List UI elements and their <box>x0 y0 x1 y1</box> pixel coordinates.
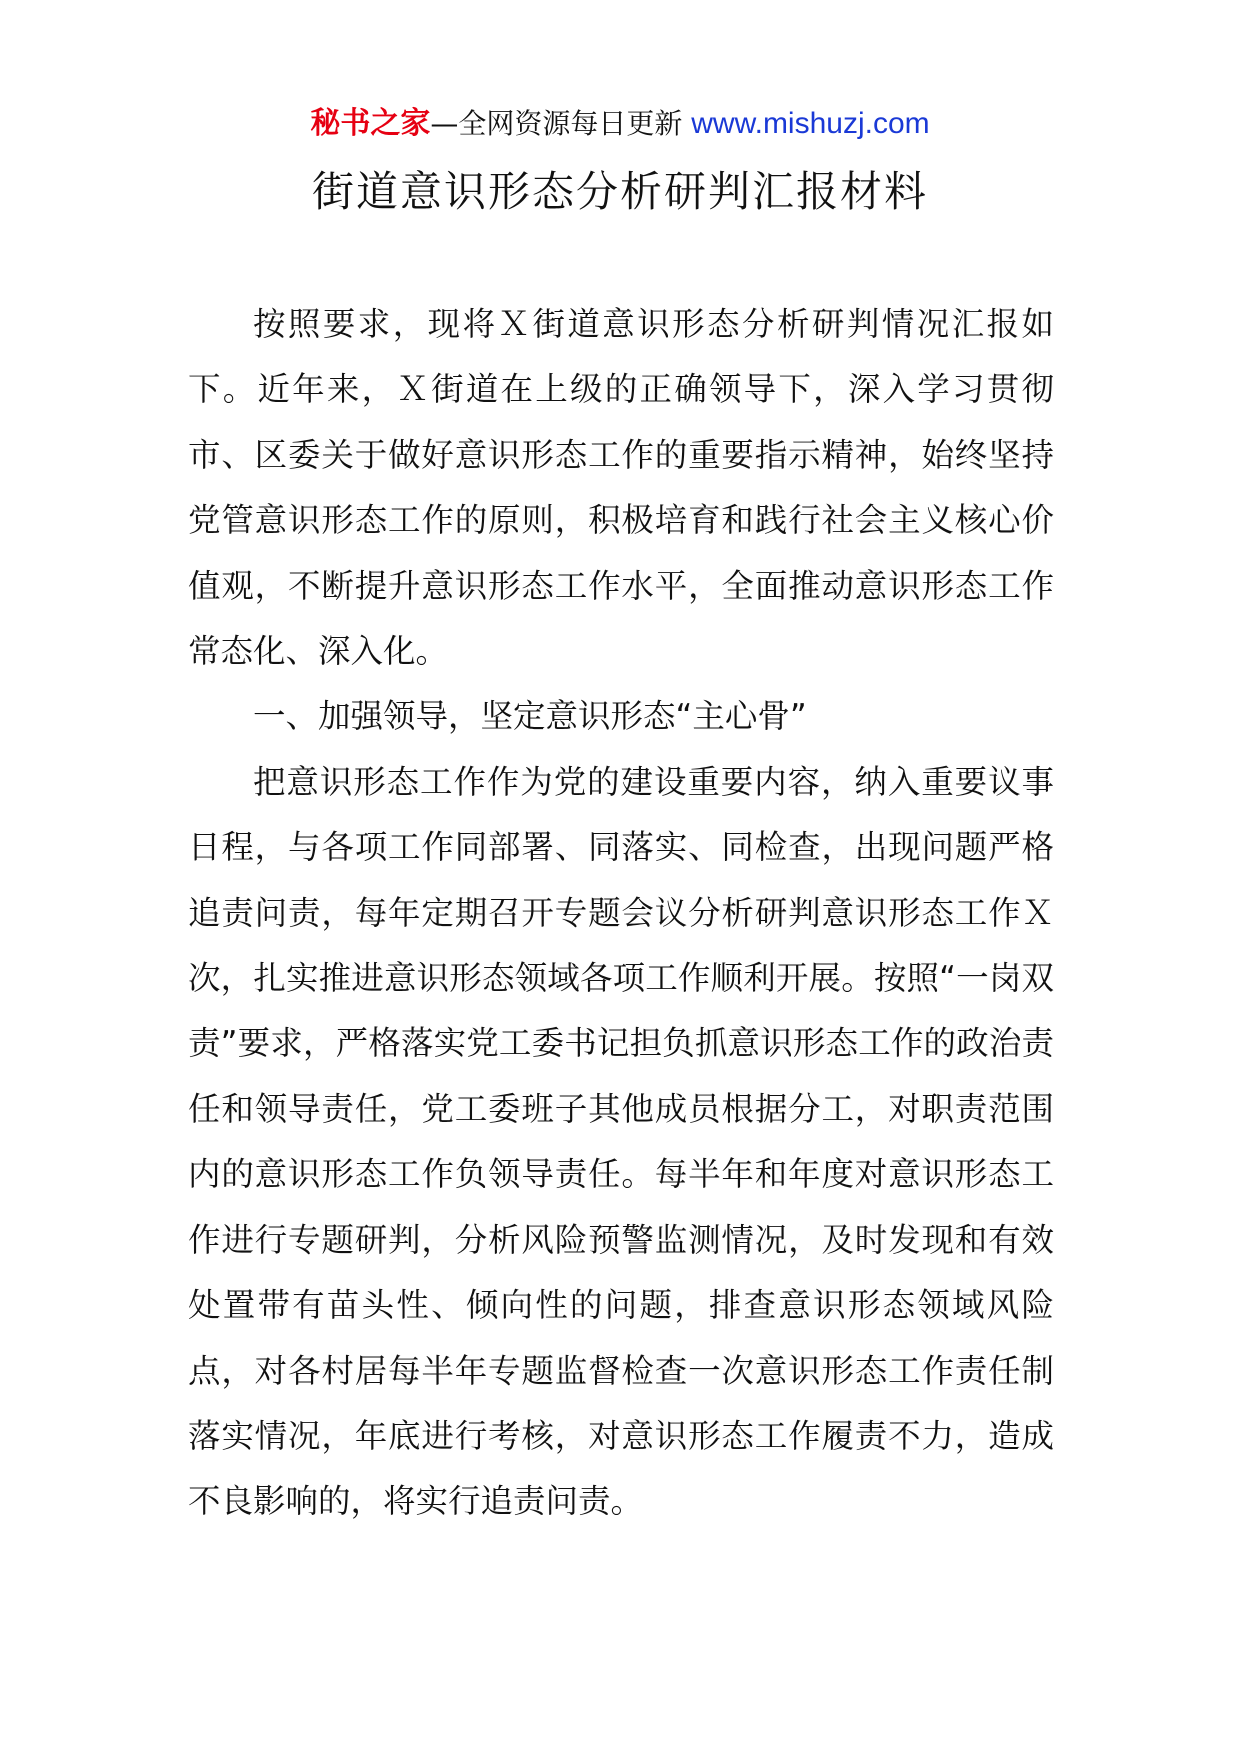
site-url-link[interactable]: www.mishuzj.com <box>691 107 930 140</box>
document-title: 街道意识形态分析研判汇报材料 <box>311 167 928 216</box>
intro-paragraph: 按照要求，现将Ｘ街道意识形态分析研判情况汇报如下。近年来，Ｘ街道在上级的正确领导下，深入学习贯彻市、区委关于做好意识形态工作的重要指示精神，始终坚持党管意识形态工作的原则，积极培育和践行社会主义核心价值观，不断提升意识形态工作水平，全面推动意识形态工作常态化、深入化。 <box>188 305 1054 671</box>
site-banner <box>0 104 1240 144</box>
site-tagline: —全网资源每日更新 <box>430 107 683 140</box>
brand-name: 秘书之家 <box>310 106 431 141</box>
document-body <box>188 292 1054 1535</box>
body-paragraph: 把意识形态工作作为党的建设重要内容，纳入重要议事日程，与各项工作同部署、同落实、同检查，出现问题严格追责问责，每年定期召开专题会议分析研判意识形态工作Ｘ次，扎实推进意识形态领域各项工作顺利开展。按照“一岗双责”要求，严格落实党工委书记担负抓意识形态工作的政治责任和领导责任，党工委班子其他成员根据分工，对职责范围内的意识形态工作负领导责任。每半年和年度对意识形态工作进行专题研判，分析风险预警监测情况，及时发现和有效处置带有苗头性、倾向性的问题，排查意识形态领域风险点，对各村居每半年专题监督检查一次意识形态工作责任制落实情况，年底进行考核，对意识形态工作履责不力，造成不良影响的，将实行追责问责。 <box>188 762 1054 1521</box>
section-heading: 一、加强领导，坚定意识形态“主心骨” <box>253 697 807 736</box>
